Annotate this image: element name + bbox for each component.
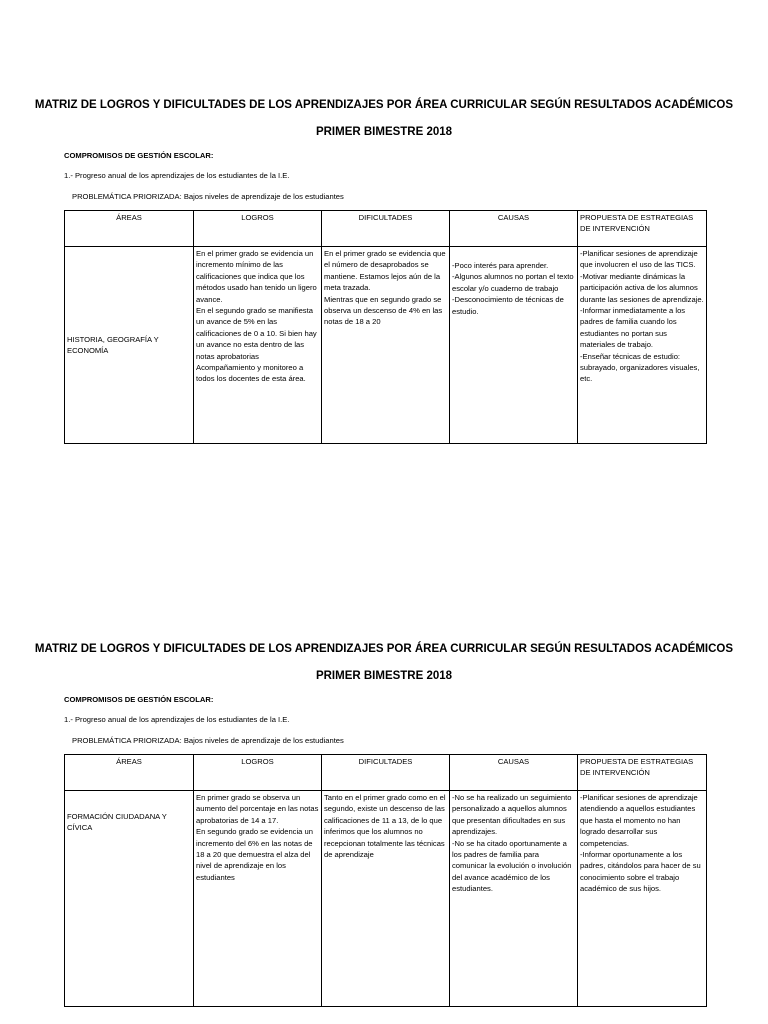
problematica-label: PROBLEMÁTICA PRIORIZADA: bbox=[72, 192, 182, 201]
area-cell: FORMACIÓN CIUDADANA Y CÍVICA bbox=[65, 791, 194, 1007]
causas-cell bbox=[450, 791, 578, 1007]
propuesta-item: -Motivar mediante dinámicas la participación activa de los alumnos durante las sesiones de aprendizaje. bbox=[580, 271, 704, 304]
logros-item: En primer grado se observa un aumento del porcentaje en las notas aprobatorias de 14 a 17. bbox=[196, 793, 319, 825]
table-row bbox=[65, 247, 707, 444]
header-areas: ÁREAS bbox=[65, 211, 194, 247]
logros-item: En el primer grado se evidencia un incremento mínimo de las calificaciones que indica que los métodos usado han tenido un ligero avance. bbox=[196, 249, 317, 304]
table-header-row bbox=[65, 755, 707, 791]
problematica-text: Bajos niveles de aprendizaje de los estudiantes bbox=[181, 192, 344, 201]
propuesta-cell bbox=[578, 791, 707, 1007]
progreso-line: 1.- Progreso anual de los aprendizajes de los estudiantes de la I.E. bbox=[64, 171, 290, 180]
logros-item: En el segundo grado se manifiesta un avance de 5% en las calificaciones de 0 a 10. Si bien hay un avance no esta dentro de las notas aprobatorias Acompañamiento y monitoreo a todos los docentes de esta área. bbox=[196, 306, 317, 384]
header-logros: LOGROS bbox=[194, 211, 322, 247]
compromisos-heading: COMPROMISOS DE GESTIÓN ESCOLAR: bbox=[64, 151, 214, 160]
table-header-row bbox=[65, 211, 707, 247]
problematica-line bbox=[72, 736, 344, 746]
area-cell: HISTORIA, GEOGRAFÍA Y ECONOMÍA bbox=[65, 247, 194, 444]
propuesta-item: -Informar inmediatamente a los padres de familia cuando los estudiantes no portan sus materiales de trabajo. bbox=[580, 306, 686, 350]
propuesta-item: -Planificar sesiones de aprendizaje que involucren el uso de las TICS. bbox=[580, 249, 698, 270]
header-areas: ÁREAS bbox=[65, 755, 194, 791]
logros-cell bbox=[194, 247, 322, 444]
table-row bbox=[65, 791, 707, 1007]
problematica-text: Bajos niveles de aprendizaje de los estudiantes bbox=[181, 736, 344, 745]
document-subtitle: PRIMER BIMESTRE 2018 bbox=[315, 126, 453, 138]
dificultades-item: Tanto en el primer grado como en el segundo, existe un descenso de las calificaciones de 11 a 13, de lo que inferimos que los alumnos no recepcionan totalmente las técnicas de aprendizaje bbox=[324, 793, 446, 860]
propuesta-item: -Informar oportunamente a los padres, citándolos para hacer de su conocimiento sobre el trabajo académico de sus hijos. bbox=[580, 850, 701, 894]
header-logros: LOGROS bbox=[194, 755, 322, 791]
matrix-section-1 bbox=[0, 98, 768, 384]
header-causas: CAUSAS bbox=[450, 755, 578, 791]
header-propuesta: PROPUESTA DE ESTRATEGIAS DE INTERVENCIÓN bbox=[578, 755, 707, 791]
causas-item: -No se ha citado oportunamente a los padres de familia para comunicar la evolución o involución del avance académico de los estudiantes. bbox=[452, 838, 572, 894]
document-subtitle: PRIMER BIMESTRE 2018 bbox=[315, 670, 453, 682]
dificultades-item: En el primer grado se evidencia que el número de desaprobados se mantiene. Estamos lejos aún de la meta trazada. bbox=[324, 249, 446, 293]
dificultades-cell bbox=[322, 791, 450, 1007]
propuesta-item: -Planificar sesiones de aprendizaje atendiendo a aquellos estudiantes que hasta el momento no han logrado desarrollar sus competencias. bbox=[580, 793, 698, 848]
header-propuesta: PROPUESTA DE ESTRATEGIAS DE INTERVENCIÓN bbox=[578, 211, 707, 247]
compromisos-heading: COMPROMISOS DE GESTIÓN ESCOLAR: bbox=[64, 695, 214, 704]
causas-item: -Poco interés para aprender. bbox=[452, 261, 549, 270]
causas-item: -Desconocimiento de técnicas de estudio. bbox=[452, 295, 564, 316]
problematica-line bbox=[72, 192, 344, 202]
dificultades-cell bbox=[322, 247, 450, 444]
document-title: MATRIZ DE LOGROS Y DIFICULTADES DE LOS APRENDIZAJES POR ÁREA CURRICULAR SEGÚN RESULTADOS ACADÉMICOS bbox=[34, 99, 734, 111]
matrix-table bbox=[64, 210, 707, 444]
problematica-label: PROBLEMÁTICA PRIORIZADA: bbox=[72, 736, 182, 745]
document-title: MATRIZ DE LOGROS Y DIFICULTADES DE LOS APRENDIZAJES POR ÁREA CURRICULAR SEGÚN RESULTADOS ACADÉMICOS bbox=[34, 643, 734, 655]
matrix-section-2 bbox=[0, 642, 768, 894]
propuesta-item: -Enseñar técnicas de estudio: subrayado, organizadores visuales, etc. bbox=[580, 351, 700, 384]
causas-item: -Algunos alumnos no portan el texto escolar y/o cuaderno de trabajo bbox=[452, 272, 574, 293]
progreso-line: 1.- Progreso anual de los aprendizajes de los estudiantes de la I.E. bbox=[64, 715, 290, 724]
dificultades-item: Mientras que en segundo grado se observa un descenso de 4% en las notas de 18 a 20 bbox=[324, 294, 443, 327]
causas-cell bbox=[450, 247, 578, 444]
logros-item: En segundo grado se evidencia un incremento del 6% en las notas de 18 a 20 que demuestra el alza del nivel de aprendizaje en los estudiantes bbox=[196, 827, 313, 882]
header-dificultades: DIFICULTADES bbox=[322, 211, 450, 247]
header-dificultades: DIFICULTADES bbox=[322, 755, 450, 791]
matrix-table bbox=[64, 754, 707, 1007]
header-causas: CAUSAS bbox=[450, 211, 578, 247]
logros-cell bbox=[194, 791, 322, 1007]
propuesta-cell bbox=[578, 247, 707, 444]
causas-item: -No se ha realizado un seguimiento personalizado a aquellos alumnos que presentan dificultades en sus aprendizajes. bbox=[452, 793, 572, 837]
